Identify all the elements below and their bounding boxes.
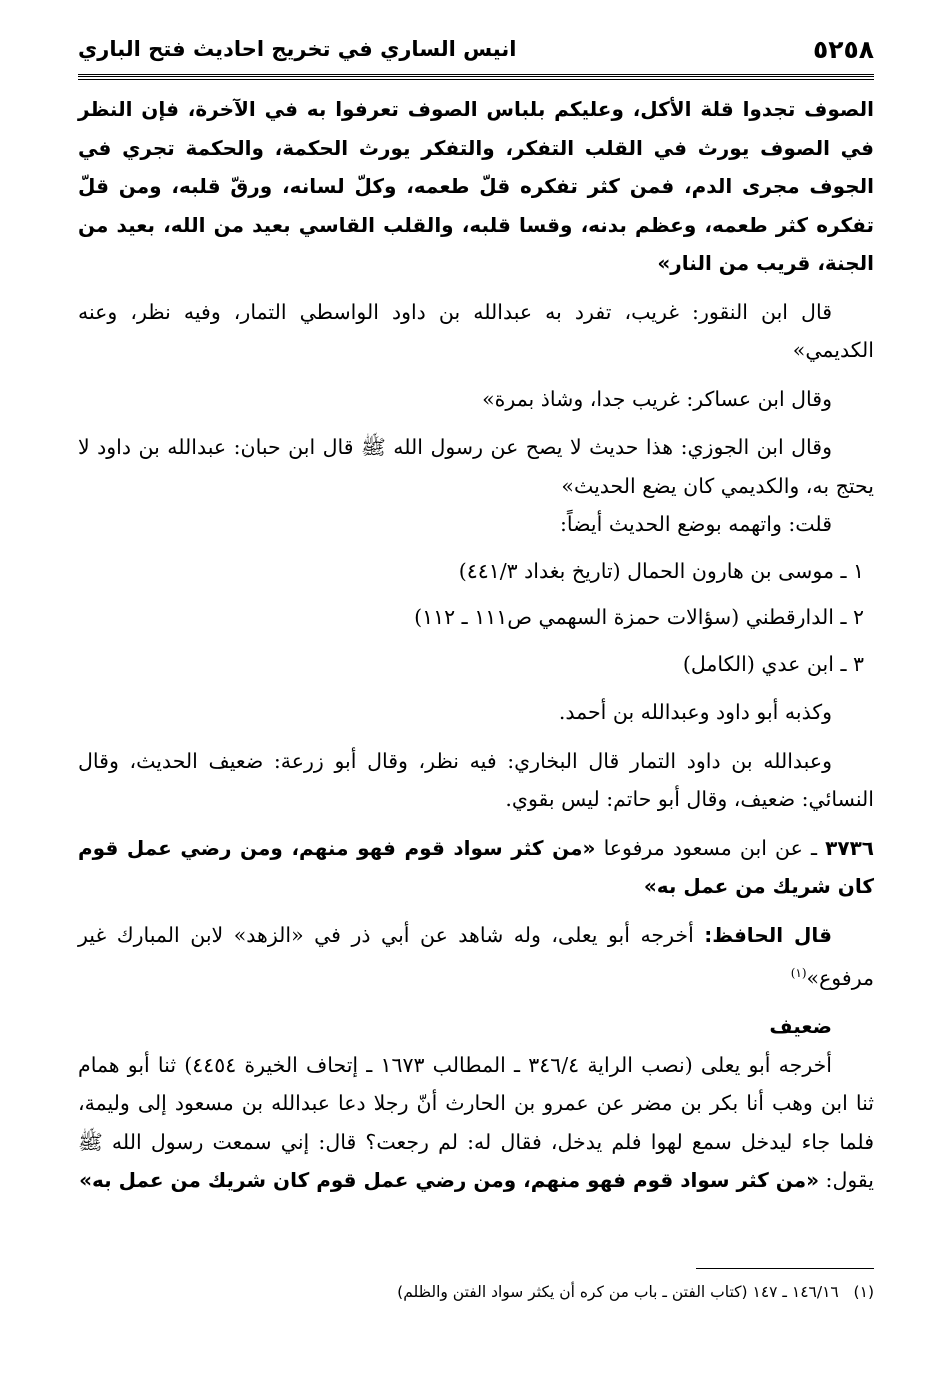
hadith-text: «من كثر سواد قوم فهو منهم، ومن رضي عمل قوم كان شريك من عمل به» — [78, 835, 874, 898]
header-rule — [78, 74, 874, 80]
page-body — [78, 90, 874, 1200]
hadith-entry: ٣٧٣٦ ـ عن ابن مسعود مرفوعا «من كثر سواد قوم فهو منهم، ومن رضي عمل قوم كان شريك من عمل به» — [78, 835, 874, 898]
footnote-divider — [696, 1268, 874, 1269]
item-text: موسى بن هارون الحمال (تاريخ بغداد ٤٤١/٣) — [458, 558, 834, 583]
kadhdhabahu-paragraph: وكذبه أبو داود وعبدالله بن أحمد. — [558, 700, 832, 724]
hafiz-text: أخرجه أبو يعلى، وله شاهد عن أبي ذر في «الزهد» لابن المبارك غير مرفوع» — [78, 922, 874, 990]
qultu-paragraph: قلت: واتهمه بوضع الحديث أيضاً: — [560, 512, 832, 536]
takhrij-quote: «من كثر سواد قوم فهو منهم، ومن رضي عمل قوم كان شريك من عمل به» — [79, 1168, 819, 1193]
footnote-number: (١) — [853, 1283, 874, 1301]
hadith-intro: عن ابن مسعود مرفوعا — [603, 835, 803, 860]
item-number: ٢ — [852, 605, 864, 629]
item-number: ١ — [852, 558, 864, 583]
accuser-item: ٣ ـ ابن عدي (الكامل) — [682, 651, 864, 676]
item-text: الدارقطني (سؤالات حمزة السهمي ص١١١ ـ ١١٢) — [414, 605, 834, 629]
quote-continuation: الصوف تجدوا قلة الأكل، وعليكم بلباس الصوف تعرفوا به في الآخرة، فإن النظر في الصوف يورث في القلب التفكر، والتفكر يورث الحكمة، والحكمة تجري في الجوف مجرى الدم، فمن كثر تفكره قلّ طعمه، وكلّ لسانه، ورقّ قلبه، ومن قلّ تفكره كثر طعمه، وعظم بدنه، وقسا قلبه، والقلب القاسي بعيد من الله، بعيد من الجنة، قريب من النار» — [78, 97, 874, 275]
item-number: ٣ — [852, 651, 864, 676]
footnote — [78, 1278, 874, 1306]
footnote-text: ١٤٦/١٦ ـ ١٤٧ (كتاب الفتن ـ باب من كره أن يكثر سواد الفتن والظلم) — [397, 1283, 839, 1301]
footnote-marker: (١) — [790, 966, 807, 980]
ibn-asakir-paragraph: وقال ابن عساكر: غريب جدا، وشاذ بمرة» — [482, 386, 832, 411]
hafiz-label: قال الحافظ: — [704, 922, 832, 947]
accuser-item: ٢ ـ الدارقطني (سؤالات حمزة السهمي ص١١١ ـ ١١٢) — [414, 605, 864, 629]
takhrij-text: أخرجه أبو يعلى (نصب الراية ٣٤٦/٤ ـ المطالب ١٦٧٣ ـ إتحاف الخيرة ٤٤٥٤) ثنا أبو همام ثنا ابن وهب أنا بكر بن مضر عن عمرو بن الحارث أنّ رجلا دعا عبدالله بن مسعود إلى وليمة، فلما جاء ليدخل سمع لهوا فلم يدخل، فقال له: لم رجعت؟ قال: إني سمعت رسول الله ﷺ يقول: — [78, 1052, 874, 1193]
running-header — [78, 28, 874, 70]
accuser-item: ١ ـ موسى بن هارون الحمال (تاريخ بغداد ٤٤١/٣) — [458, 558, 864, 583]
item-text: ابن عدي (الكامل) — [682, 651, 834, 676]
page-number: ٥٢٥٨ — [812, 34, 874, 64]
ibn-naqur-paragraph: قال ابن النقور: غريب، تفرد به عبدالله بن داود الواسطي التمار، وفيه نظر، وعنه الكديمي» — [78, 299, 874, 362]
grade-heading: ضعيف — [769, 1014, 832, 1039]
ibn-jawzi-paragraph: وقال ابن الجوزي: هذا حديث لا يصح عن رسول الله ﷺ قال ابن حبان: عبدالله بن داود لا يحتج به، والكديمي كان يضع الحديث» — [78, 435, 874, 498]
takhrij-paragraph — [78, 1046, 874, 1200]
abdullah-paragraph: وعبدالله بن داود التمار قال البخاري: فيه نظر، وقال أبو زرعة: ضعيف الحديث، وقال النسائي: ضعيف، وقال أبو حاتم: ليس بقوي. — [78, 748, 874, 811]
hafiz-paragraph — [78, 916, 874, 998]
book-title: انيس الساري في تخريج احاديث فتح الباري — [78, 37, 517, 61]
hadith-number: ٣٧٣٦ — [825, 835, 874, 860]
